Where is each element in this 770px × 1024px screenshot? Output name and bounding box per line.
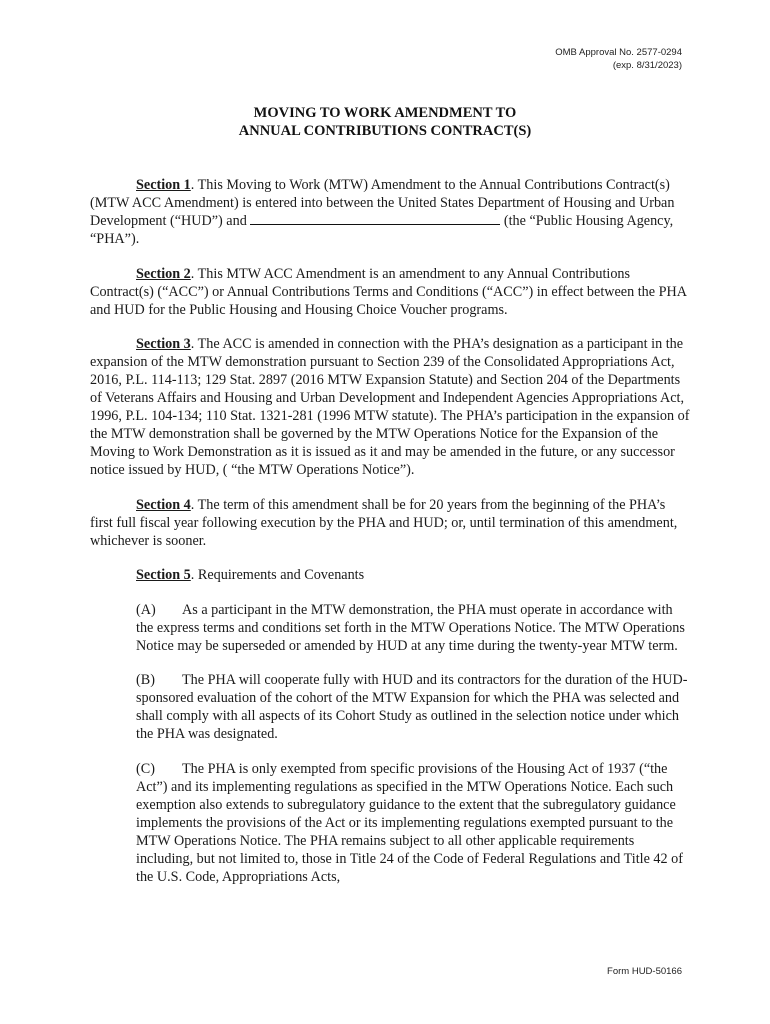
subsection-a-label: (A) (136, 601, 156, 618)
section-4-label: Section 4 (136, 496, 191, 513)
section-3-label: Section 3 (136, 336, 191, 352)
section-2-text: . This MTW ACC Amendment is an amendment to any Annual Contributions Contract(s) (“ACC”) or Annual Contributions Terms and Conditions (“ACC”) in effect between the PHA and HUD for the Public Housing and Housing Choice Voucher programs. (90, 265, 687, 318)
document-title (0, 104, 770, 140)
subsection-c (136, 760, 690, 886)
section-5-text: . Requirements and Covenants (190, 567, 365, 583)
section-3-text: . The ACC is amended in connection with the PHA’s designation as a participant in the expansion of the MTW demonstration pursuant to Section 239 of the Consolidated Appropriations Act, 2016, P.L. 114-113; 129 Stat. 2897 (2016 MTW Expansion Statute) and Section 204 of the Departments of Veterans Affairs and Housing and Urban Development and Independent Agencies Appropriations Act, 1996, P.L. 104-134; 110 Stat. 1321-281 (1996 MTW statute). The PHA’s participation in the expansion of the MTW demonstration shall be governed by the MTW Operations Notice for the Expansion of the Moving to Work Demonstration as it is issued as it and may be amended in the future, or any successor notice issued by HUD, ( “the MTW Operations Notice”). (90, 336, 690, 478)
document-body (90, 176, 690, 902)
title-line-2: ANNUAL CONTRIBUTIONS CONTRACT(S) (238, 123, 532, 139)
section-1-text-b: (the “Public Housing Agency, “PHA”). (90, 213, 674, 247)
form-number: Form HUD-50166 (607, 966, 682, 977)
section-4-text: . The term of this amendment shall be for 20 years from the beginning of the PHA’s first full fiscal year following execution by the PHA and HUD; or, until termination of this amendment, whichever is sooner. (90, 496, 678, 549)
subsection-b-text: The PHA will cooperate fully with HUD and its contractors for the duration of the HUD-sponsored evaluation of the cohort of the MTW Expansion for which the PHA was selected and shall comply with all aspects of its Cohort Study as outlined in the selection notice under which the PHA was designated. (136, 672, 688, 742)
section-1 (90, 176, 690, 248)
subsection-c-label: (C) (136, 760, 155, 777)
subsection-a (136, 601, 690, 655)
omb-expiration: (exp. 8/31/2023) (612, 60, 682, 71)
section-1-label: Section 1 (136, 177, 191, 193)
section-2 (90, 265, 690, 319)
section-5-label: Section 5 (136, 567, 191, 583)
title-line-1: MOVING TO WORK AMENDMENT TO (253, 105, 517, 121)
subsection-b-label: (B) (136, 672, 155, 688)
section-1-text-a: . This Moving to Work (MTW) Amendment to the Annual Contributions Contract(s) (MTW ACC Amendment) is entered into between the United States Department of Housing and Urban Development (“HUD”) and (90, 177, 675, 229)
subsection-b (136, 671, 690, 743)
section-4 (90, 496, 690, 550)
section-3 (90, 335, 690, 479)
section-2-label: Section 2 (136, 265, 191, 282)
subsection-c-text: The PHA is only exempted from specific provisions of the Housing Act of 1937 (“the Act”) and its implementing regulations as specified in the MTW Operations Notice. Each such exemption also extends to subregulatory guidance to the extent that the subregulatory guidance implements the provisions of the Act or its implementing regulations exempted pursuant to the MTW Operations Notice. The PHA remains subject to all other applicable requirements including, but not limited to, those in Title 24 of the Code of Federal Regulations and Title 42 of the U.S. Code, Appropriations Acts, (136, 760, 683, 885)
pha-name-blank[interactable] (250, 212, 500, 225)
omb-number: OMB Approval No. 2577-0294 (555, 47, 682, 58)
subsection-a-text: As a participant in the MTW demonstration, the PHA must operate in accordance with the express terms and conditions set forth in the MTW Operations Notice. The MTW Operations Notice may be superseded or amended by HUD at any time during the twenty-year MTW term. (136, 601, 685, 654)
section-5 (90, 566, 690, 584)
omb-approval (555, 46, 682, 72)
